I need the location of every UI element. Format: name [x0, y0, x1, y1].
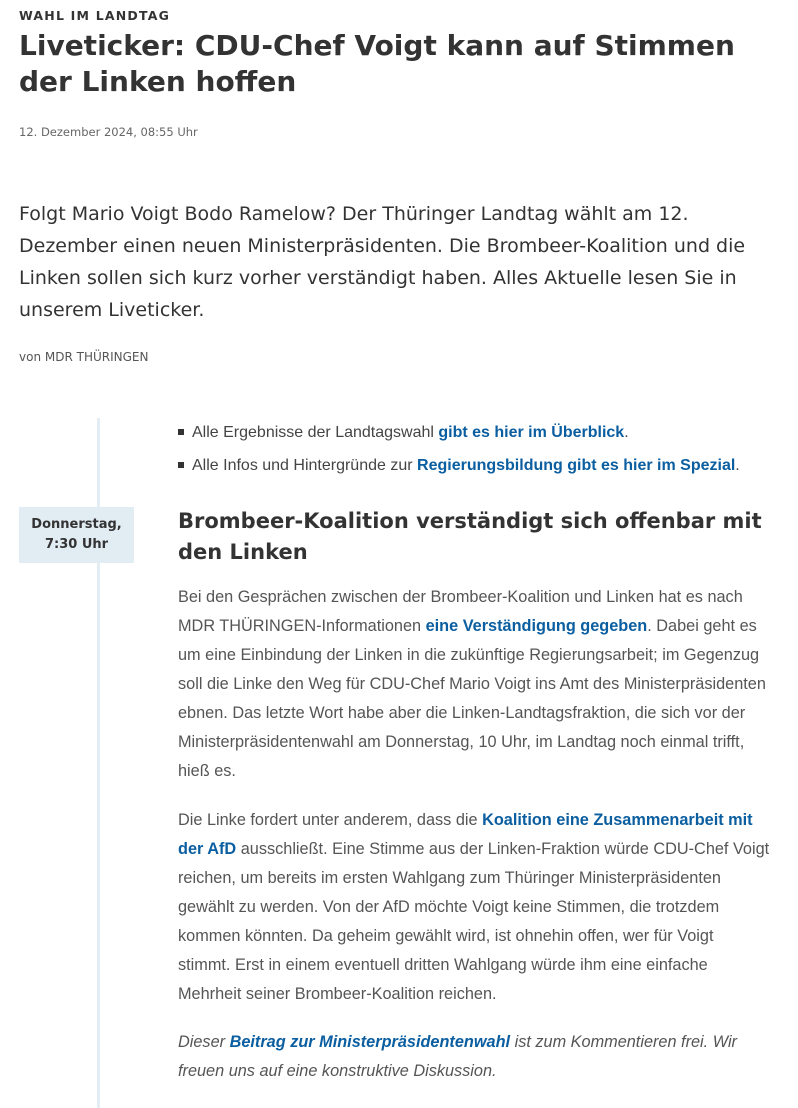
paragraph-text: ist zum Kommentieren frei. Wir freuen uns auf eine konstruktive Diskussion.	[178, 1033, 737, 1080]
overview-link[interactable]: gibt es hier im Überblick	[438, 424, 625, 441]
comment-note	[178, 1028, 770, 1086]
special-link[interactable]: Regierungsbildung gibt es hier im Spezial	[417, 457, 736, 474]
list-item-punct: .	[735, 457, 740, 474]
entry-timestamp	[19, 507, 134, 563]
article-lead: Folgt Mario Voigt Bodo Ramelow? Der Thüringer Landtag wählt am 12. Dezember einen neuen Ministerpräsidenten. Die Brombeer-Koalition und die Linken sollen sich kurz vorher verständigt haben. Alles Aktuelle lesen Sie in unserem Liveticker.	[19, 203, 746, 321]
entry-day: Donnerstag,	[31, 517, 122, 532]
article-kicker: WAHL IM LANDTAG	[19, 8, 171, 23]
afd-cooperation-link[interactable]: Koalition eine Zusammenarbeit mit der AfD	[178, 811, 753, 858]
entry-title: Brombeer-Koalition verständigt sich offenbar mit den Linken	[178, 509, 762, 564]
paragraph-text: ausschließt. Eine Stimme aus der Linken-Fraktion würde CDU-Chef Voigt reichen, um bereits im ersten Wahlgang zum Thüringer Ministerpräsidenten gewählt zu werden. Von der AfD möchte Voigt keine Stimmen, die trotzdem kommen könnten. Da geheim gewählt wird, ist ohnehin offen, wer für Voigt stimmt. Erst in einem eventuell dritten Wahlgang würde ihm eine einfache Mehrheit seiner Brombeer-Koalition reichen.	[178, 840, 770, 1003]
article-headline: Liveticker: CDU-Chef Voigt kann auf Stimmen der Linken hoffen	[19, 29, 735, 98]
list-item	[178, 453, 740, 486]
entry-paragraph	[178, 583, 770, 786]
agreement-link[interactable]: eine Verständigung gegeben	[425, 617, 648, 635]
article-date: 12. Dezember 2024, 08:55 Uhr	[19, 125, 198, 139]
entry-paragraph	[178, 806, 770, 1009]
paragraph-text: Die Linke fordert unter anderem, dass die	[178, 811, 483, 829]
link-list	[178, 420, 740, 486]
paragraph-text: Bei den Gesprächen zwischen der Brombeer-Koalition und Linken hat es nach MDR THÜRINGEN-Informationen	[178, 588, 743, 635]
entry-time: 7:30 Uhr	[44, 537, 109, 552]
list-item-text: Alle Infos und Hintergründe zur	[192, 457, 418, 474]
paragraph-text: Dieser	[178, 1033, 230, 1051]
list-item-punct: .	[624, 424, 629, 441]
paragraph-text: . Dabei geht es um eine Einbindung der Linken in die zukünftige Regierungsarbeit; im Gegenzug soll die Linke den Weg für CDU-Chef Mario Voigt ins Amt des Ministerpräsidenten ebnen. Das letzte Wort habe aber die Linken-Landtagsfraktion, die sich vor der Ministerpräsidentenwahl am Donnerstag, 10 Uhr, im Landtag noch einmal trifft, hieß es.	[178, 617, 766, 780]
list-item-text: Alle Ergebnisse der Landtagswahl	[192, 424, 439, 441]
comment-article-link[interactable]: Beitrag zur Ministerpräsidentenwahl	[229, 1033, 511, 1051]
article-author: von MDR THÜRINGEN	[19, 350, 149, 364]
list-item	[178, 420, 740, 453]
